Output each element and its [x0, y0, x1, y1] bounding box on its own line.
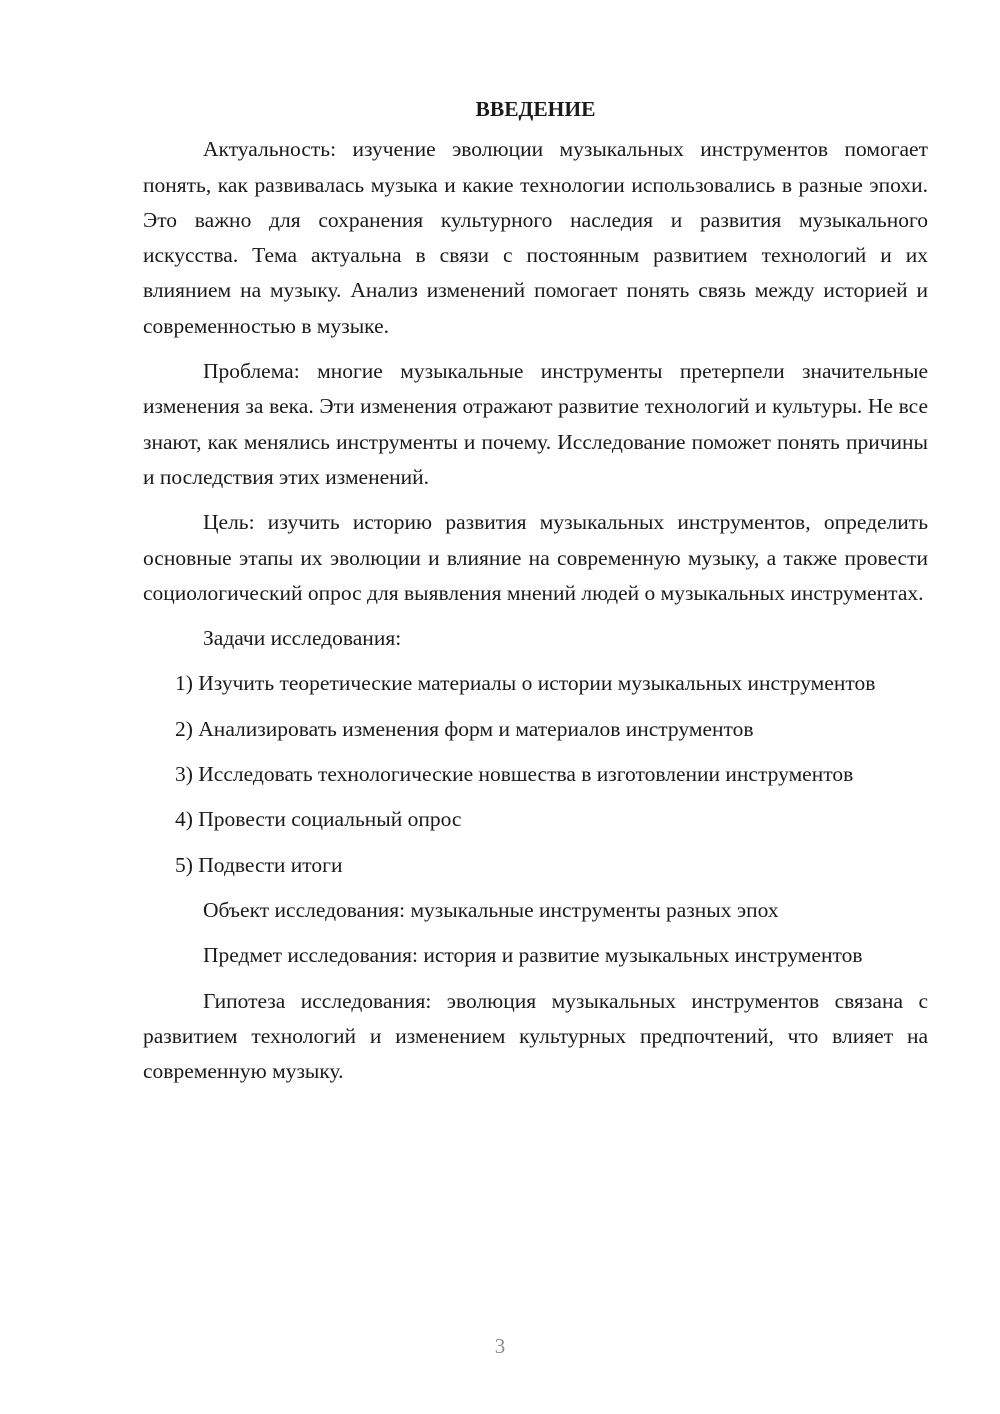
task-item: 1) Изучить теоретические материалы о истории музыкальных инструментов: [175, 671, 876, 696]
document-page: [143, 92, 928, 1099]
hypothesis-paragraph: Гипотеза исследования: эволюция музыкальных инструментов связана с развитием технологий и изменением культурных предпочтений, что влияет на современную музыку.: [143, 988, 928, 1084]
subject-paragraph: Предмет исследования: история и развитие музыкальных инструментов: [203, 943, 863, 968]
task-item: 3) Исследовать технологические новшества в изготовлении инструментов: [175, 762, 854, 787]
task-item: 5) Подвести итоги: [175, 852, 343, 877]
task-item: 2) Анализировать изменения форм и материалов инструментов: [175, 716, 754, 741]
object-paragraph: Объект исследования: музыкальные инструменты разных эпох: [203, 897, 779, 922]
tasks-heading: Задачи исследования:: [203, 626, 402, 651]
relevance-paragraph: Актуальность: изучение эволюции музыкальных инструментов помогает понять, как развивалась музыка и какие технологии использовались в разные эпохи. Это важно для сохранения культурного наследия и развития музыкального искусства. Тема актуальна в связи с постоянным развитием технологий и их влиянием на музыку. Анализ изменений помогает понять связь между историей и современностью в музыке.: [143, 137, 928, 338]
problem-paragraph: Проблема: многие музыкальные инструменты претерпели значительные изменения за века. Эти изменения отражают развитие технологий и культуры. Не все знают, как менялись инструменты и почему. Исследование поможет понять причины и последствия этих изменений.: [143, 359, 928, 489]
page-title: ВВЕДЕНИЕ: [475, 97, 596, 121]
page-number: 3: [494, 1334, 506, 1358]
tasks-list: [143, 666, 928, 882]
goal-paragraph: Цель: изучить историю развития музыкальных инструментов, определить основные этапы их эволюции и влияние на современную музыку, а также провести социологический опрос для выявления мнений людей о музыкальных инструментах.: [143, 510, 928, 605]
task-item: 4) Провести социальный опрос: [175, 807, 462, 832]
